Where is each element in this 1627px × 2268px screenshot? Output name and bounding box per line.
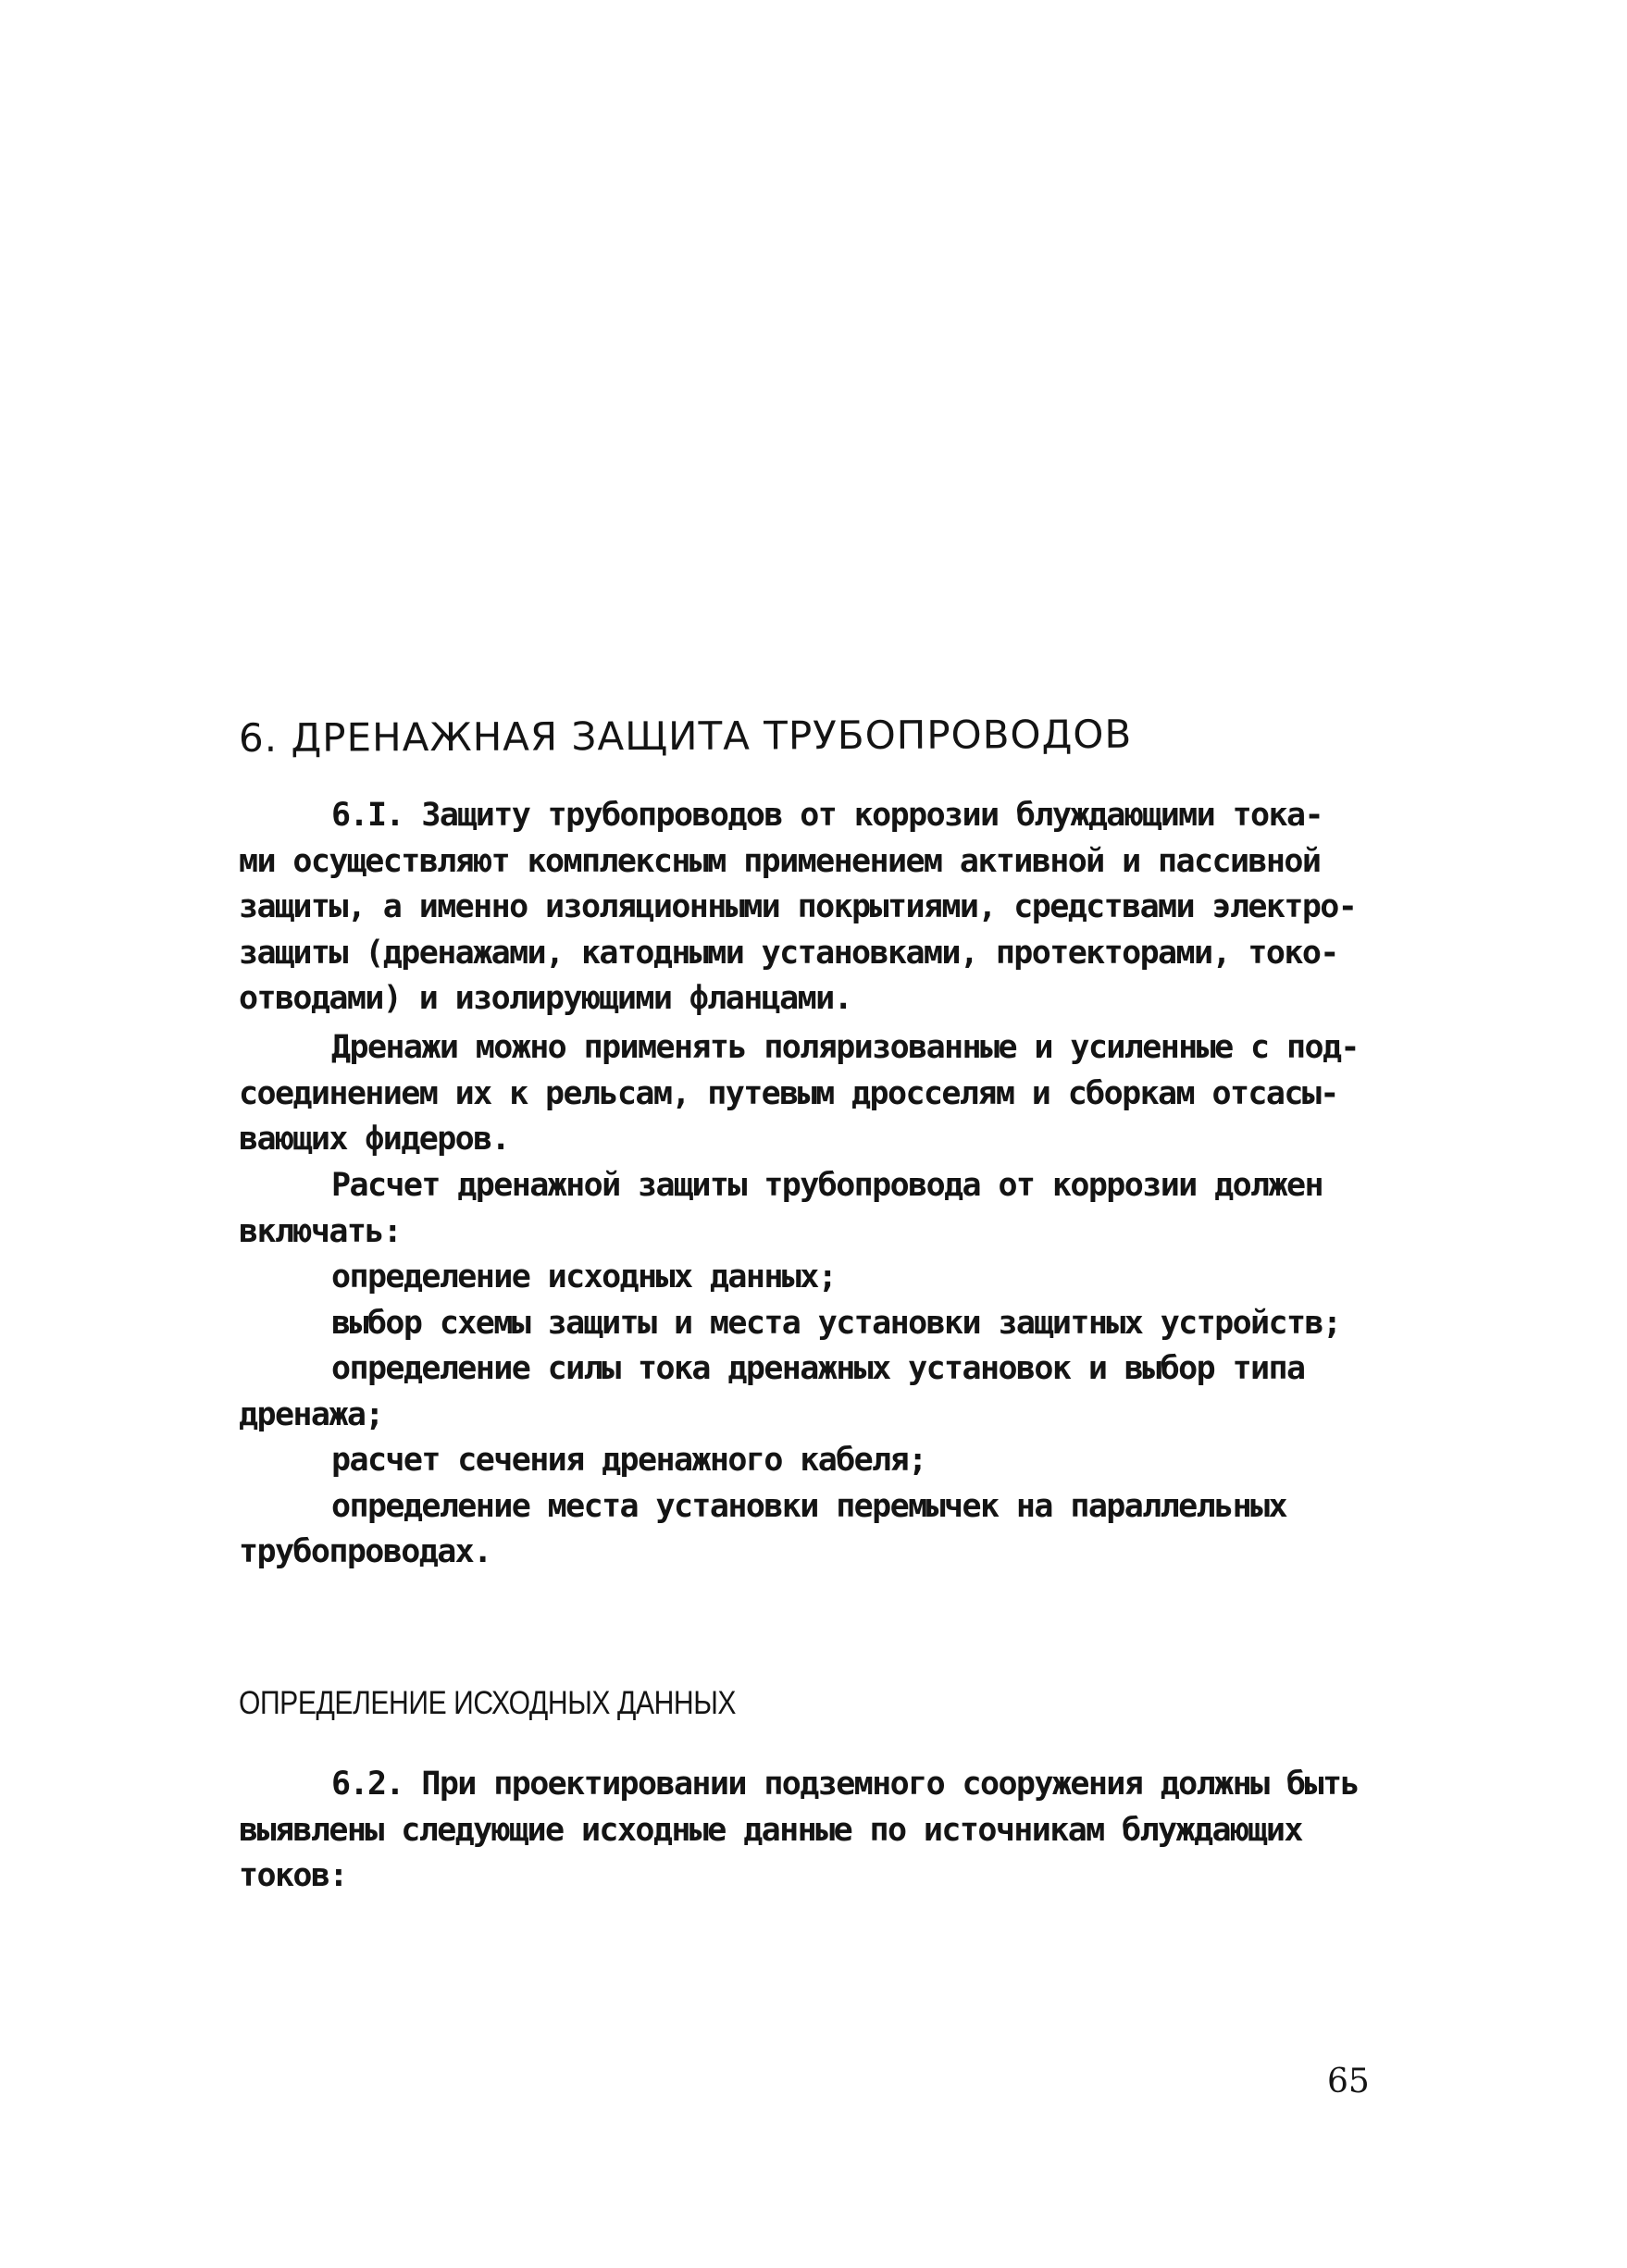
text-line: 6.I. Защиту трубопроводов от коррозии блуждающими тока- — [331, 797, 1323, 834]
text-line: вающих фидеров. — [239, 1121, 510, 1158]
text-line: Дренажи можно применять поляризованные и усиленные с под- — [331, 1029, 1359, 1066]
list-item: выбор схемы защиты и места установки защитных устройств; — [331, 1304, 1341, 1342]
list-item: определение исходных данных; — [331, 1258, 837, 1295]
subsection-heading: ОПРЕДЕЛЕНИЕ ИСХОДНЫХ ДАННЫХ — [239, 1685, 737, 1721]
calculation-items-list — [239, 1255, 1340, 1576]
list-item: дренажа; — [239, 1395, 383, 1433]
text-line: соединением их к рельсам, путевым дросселям и сборкам отсасы- — [239, 1074, 1338, 1112]
text-line: защиты, а именно изоляционными покрытиями, средствами электро- — [239, 888, 1357, 925]
paragraph-6-1 — [239, 793, 1356, 1022]
paragraph-drainage — [239, 1025, 1359, 1163]
paragraph-6-2 — [239, 1762, 1359, 1900]
text-line: токов: — [239, 1857, 347, 1894]
text-line: включать: — [239, 1212, 402, 1250]
text-line: отводами) и изолирующими фланцами. — [239, 980, 852, 1017]
text-line: ми осуществляют комплексным применением активной и пассивной — [239, 842, 1321, 880]
text-line: выявлены следующие исходные данные по источникам блуждающих — [239, 1811, 1302, 1849]
section-heading: 6. ДРЕНАЖНАЯ ЗАЩИТА ТРУБОПРОВОДОВ — [238, 711, 1133, 761]
text-line: 6.2. При проектировании подземного сооружения должны быть — [331, 1766, 1359, 1803]
page-number: 65 — [1327, 2063, 1370, 2101]
list-item: определение места установки перемычек на параллельных — [331, 1487, 1287, 1525]
paragraph-calculation — [239, 1163, 1323, 1255]
text-line: защиты (дренажами, катодными установками, протекторами, токо- — [239, 934, 1338, 972]
list-item: расчет сечения дренажного кабеля; — [331, 1442, 926, 1479]
text-line: Расчет дренажной защиты трубопровода от коррозии должен — [331, 1167, 1323, 1204]
list-item: определение силы тока дренажных установок и выбор типа — [331, 1350, 1305, 1387]
list-item: трубопроводах. — [239, 1533, 491, 1570]
